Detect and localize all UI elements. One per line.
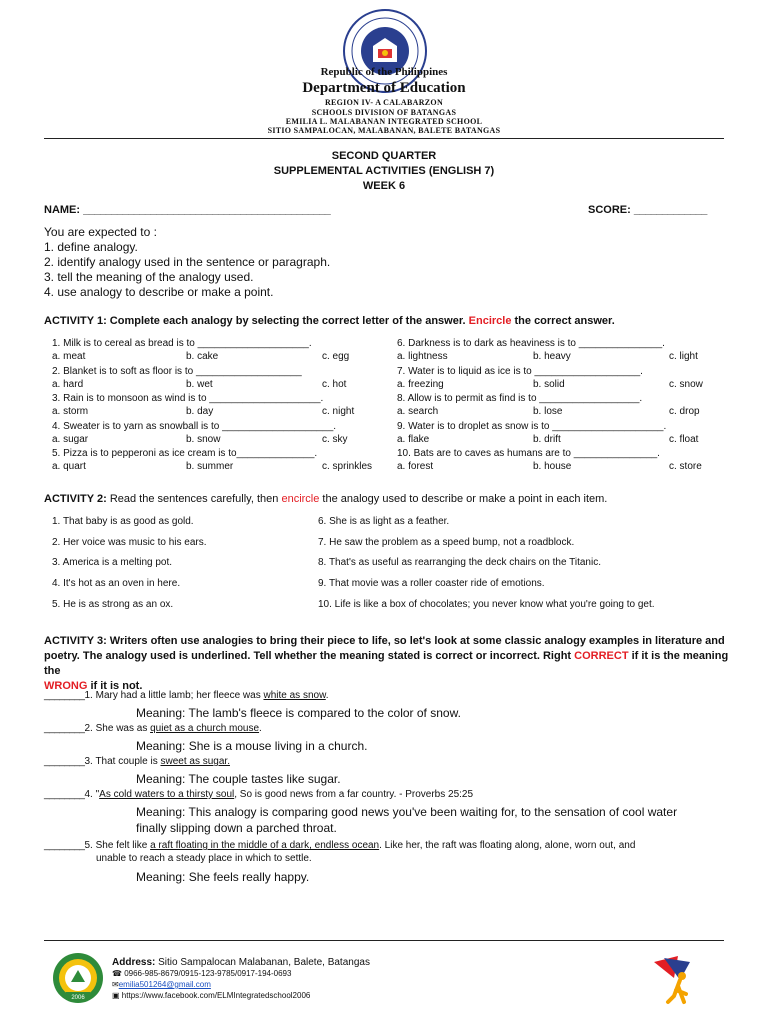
facebook-link[interactable]: https://www.facebook.com/ELMIntegratedschool2006 xyxy=(121,991,311,1000)
wrong-keyword: WRONG xyxy=(44,680,88,692)
department-line: Department of Education xyxy=(302,80,466,96)
item-text: 1. Mary had a little lamb; her fleece was xyxy=(84,690,264,701)
choice-c[interactable]: c. drop xyxy=(669,406,700,417)
activity2-instructions xyxy=(44,493,607,505)
objective-item: 1. define analogy. xyxy=(44,240,138,254)
activity2-sentence[interactable]: 10. Life is like a box of chocolates; you never know what you're going to get. xyxy=(318,598,655,610)
item-text: , So is good news from a far country. - Proverbs 25:25 xyxy=(234,789,474,800)
answer-blank[interactable]: ________ xyxy=(44,756,85,767)
deped-matatag-logo xyxy=(650,952,698,1006)
meaning-text: Meaning: She is a mouse living in a church. xyxy=(136,739,368,753)
choice-b[interactable]: b. summer xyxy=(186,461,234,472)
activity1-question: 3. Rain is to monsoon as wind is to ____________________. xyxy=(52,393,324,404)
activity1-question: 6. Darkness is to dark as heaviness is to _______________. xyxy=(397,338,665,349)
activity2-sentence[interactable]: 1. That baby is as good as gold. xyxy=(52,516,194,527)
choice-a[interactable]: a. search xyxy=(397,406,439,417)
answer-blank[interactable]: ________ xyxy=(44,789,85,800)
item-text: . xyxy=(259,723,262,734)
choice-a[interactable]: a. forest xyxy=(397,461,434,472)
phones-text: 0966-985-8679/0915-123-9785/0917-194-0693 xyxy=(124,969,292,978)
item-text: 5. She felt like xyxy=(84,840,151,851)
footer-divider xyxy=(44,940,724,941)
activity3-item xyxy=(44,690,329,701)
activity2-sentence[interactable]: 4. It's hot as an oven in here. xyxy=(52,578,181,590)
footer-address xyxy=(112,957,370,968)
choice-c[interactable]: c. store xyxy=(669,461,702,472)
item-continuation: unable to reach a steady place in which to settle. xyxy=(96,853,312,864)
item-text: 3. That couple is xyxy=(84,756,161,767)
item-text: 4. " xyxy=(84,789,100,800)
correct-keyword: CORRECT xyxy=(574,650,629,662)
meaning-text: Meaning: The couple tastes like sugar. xyxy=(136,772,341,786)
underlined-analogy: sweet as sugar. xyxy=(160,756,230,767)
activity1-question: 5. Pizza is to pepperoni as ice cream is to______________. xyxy=(52,448,318,459)
name-field[interactable] xyxy=(44,204,330,216)
activity3-item xyxy=(44,756,230,767)
underlined-analogy: quiet as a church mouse xyxy=(150,723,260,734)
activity2-sentence[interactable]: 9. That movie was a roller coaster ride of emotions. xyxy=(318,578,545,590)
choice-a[interactable]: a. sugar xyxy=(52,433,89,445)
meaning-text: Meaning: The lamb's fleece is compared to the color of snow. xyxy=(136,706,461,720)
activity2-sentence[interactable]: 8. That's as useful as rearranging the deck chairs on the Titanic. xyxy=(318,557,601,569)
choice-b[interactable]: b. cake xyxy=(186,351,219,362)
choice-b[interactable]: b. wet xyxy=(186,378,213,390)
choice-b[interactable]: b. lose xyxy=(533,406,563,417)
footer-email[interactable] xyxy=(112,980,211,989)
address-label: Address: xyxy=(112,957,156,968)
header-divider xyxy=(44,138,724,139)
activity1-question: 8. Allow is to permit as find is to __________________. xyxy=(397,393,643,404)
week-title: WEEK 6 xyxy=(362,180,406,192)
activity3-item xyxy=(44,789,473,800)
address-text: Sitio Sampalocan Malabanan, Balete, Batangas xyxy=(155,957,370,968)
activity2-sentence[interactable]: 2. Her voice was music to his ears. xyxy=(52,536,207,548)
answer-blank[interactable]: ________ xyxy=(44,840,85,851)
answer-blank[interactable]: ________ xyxy=(44,723,85,734)
score-field[interactable] xyxy=(588,204,707,216)
division-line: SCHOOLS DIVISION OF BATANGAS xyxy=(311,108,457,117)
objective-item: 4. use analogy to describe or make a point. xyxy=(44,285,274,299)
activity1-instr-text-end: the correct answer. xyxy=(511,315,615,327)
choice-c[interactable]: c. hot xyxy=(322,378,347,390)
activity2-instr-red: encircle xyxy=(281,493,320,505)
choice-b[interactable]: b. drift xyxy=(533,433,561,445)
choice-c[interactable]: c. float xyxy=(669,433,699,445)
choice-b[interactable]: b. solid xyxy=(533,378,565,390)
activity1-question: 4. Sweater is to yarn as snowball is to ____________________. xyxy=(52,420,337,432)
choice-a[interactable]: a. lightness xyxy=(397,351,448,362)
activity3-instructions xyxy=(44,634,734,694)
item-text: . xyxy=(325,690,329,701)
activity1-question: 7. Water is to liquid as ice is to ___________________. xyxy=(397,365,643,377)
score-label: SCORE: xyxy=(588,204,631,216)
quarter-title: SECOND QUARTER xyxy=(331,150,437,162)
activity1-question: 2. Blanket is to soft as floor is to ___________________ xyxy=(52,365,302,377)
choice-c[interactable]: c. night xyxy=(322,406,355,417)
activity1-instr-text: ACTIVITY 1: Complete each analogy by selecting the correct letter of the answer. xyxy=(44,315,469,327)
activity2-sentence[interactable]: 3. America is a melting pot. xyxy=(52,557,173,569)
objective-item: 2. identify analogy used in the sentence or paragraph. xyxy=(44,255,331,269)
answer-blank[interactable]: ________ xyxy=(44,690,85,701)
activity2-instr-text: Read the sentences carefully, then xyxy=(106,493,282,505)
facebook-icon: ▣ xyxy=(112,991,120,1000)
underlined-analogy: a raft floating in the middle of a dark, endless ocean xyxy=(150,840,380,851)
activity1-question: 9. Water is to droplet as snow is to ____________________. xyxy=(397,420,667,432)
objectives-intro: You are expected to : xyxy=(44,225,157,239)
school-logo xyxy=(52,952,104,1004)
choice-a[interactable]: a. quart xyxy=(52,461,86,472)
school-line: EMILIA L. MALABANAN INTEGRATED SCHOOL xyxy=(285,117,483,126)
school-address-line: SITIO SAMPALOCAN, MALABANAN, BALETE BATANGAS xyxy=(267,126,501,135)
choice-c[interactable]: c. sky xyxy=(322,433,348,445)
underlined-analogy: As cold waters to a thirsty soul xyxy=(99,789,235,800)
republic-line: Republic of the Philippines xyxy=(320,66,448,78)
activity1-question: 10. Bats are to caves as humans are to _______________. xyxy=(397,448,660,459)
choice-a[interactable]: a. flake xyxy=(397,433,430,445)
meaning-text: Meaning: She feels really happy. xyxy=(136,870,310,884)
activity3-instr-line xyxy=(44,649,734,679)
underlined-analogy: white as snow xyxy=(263,690,326,701)
activity2-label: ACTIVITY 2: xyxy=(44,493,107,505)
activity3-instr-text: if it is the meaning the xyxy=(44,650,729,677)
region-line: REGION IV- A CALABARZON xyxy=(324,98,444,107)
activity2-sentence[interactable]: 6. She is as light as a feather. xyxy=(318,516,450,527)
activity2-sentence[interactable]: 5. He is as strong as an ox. xyxy=(52,598,174,610)
choice-a[interactable]: a. meat xyxy=(52,351,86,362)
activity3-item xyxy=(44,723,262,734)
choice-a[interactable]: a. hard xyxy=(52,378,84,390)
name-line: ____________________________________________ xyxy=(83,204,331,216)
activity2-instr-text-end: the analogy used to describe or make a point in each item. xyxy=(319,493,608,505)
choice-a[interactable]: a. storm xyxy=(52,406,89,417)
activity2-sentence[interactable]: 7. He saw the problem as a speed bump, not a roadblock. xyxy=(318,536,575,548)
meaning-text: Meaning: This analogy is comparing good news you've been waiting for, to the sensation of cool water xyxy=(136,805,678,819)
activity1-question: 1. Milk is to cereal as bread is to ____________________. xyxy=(52,338,312,349)
subject-title: SUPPLEMENTAL ACTIVITIES (ENGLISH 7) xyxy=(273,165,495,177)
activity3-instr-text: poetry. The analogy used is underlined. Tell whether the meaning stated is correct or incorrect. Right xyxy=(44,650,575,662)
choice-b[interactable]: b. house xyxy=(533,461,572,472)
email-icon: ✉ xyxy=(112,980,119,989)
footer-phones xyxy=(112,969,291,978)
activity3-item xyxy=(44,840,635,851)
email-link[interactable]: emilia501264@gmail.com xyxy=(118,980,211,989)
score-line: _____________ xyxy=(633,204,707,216)
item-text: 2. She was as xyxy=(84,723,151,734)
footer-facebook[interactable] xyxy=(112,991,310,1000)
phone-icon: ☎ xyxy=(112,969,122,978)
meaning-text-continued: finally slipping down a parched throat. xyxy=(136,821,337,835)
choice-b[interactable]: b. heavy xyxy=(533,351,571,362)
choice-a[interactable]: a. freezing xyxy=(397,378,444,390)
activity3-instr-line: ACTIVITY 3: Writers often use analogies to bring their piece to life, so let's look at some classic analogy examples in literature and xyxy=(44,635,725,647)
choice-c[interactable]: c. light xyxy=(669,351,698,362)
objective-item: 3. tell the meaning of the analogy used. xyxy=(44,270,254,284)
choice-c[interactable]: c. egg xyxy=(322,351,350,362)
activity1-instr-red: Encircle xyxy=(468,315,512,327)
activity1-instructions xyxy=(44,315,615,327)
choice-b[interactable]: b. snow xyxy=(186,433,221,445)
choice-c[interactable]: c. sprinkles xyxy=(322,461,373,472)
name-label: NAME: xyxy=(44,204,81,216)
choice-c[interactable]: c. snow xyxy=(669,378,703,390)
choice-b[interactable]: b. day xyxy=(186,406,214,417)
activity3-instr-text: if it is not. xyxy=(87,680,143,692)
logo-year: 2006 xyxy=(71,995,85,1001)
item-text: . Like her, the raft was floating along, alone, worn out, and xyxy=(379,840,636,851)
